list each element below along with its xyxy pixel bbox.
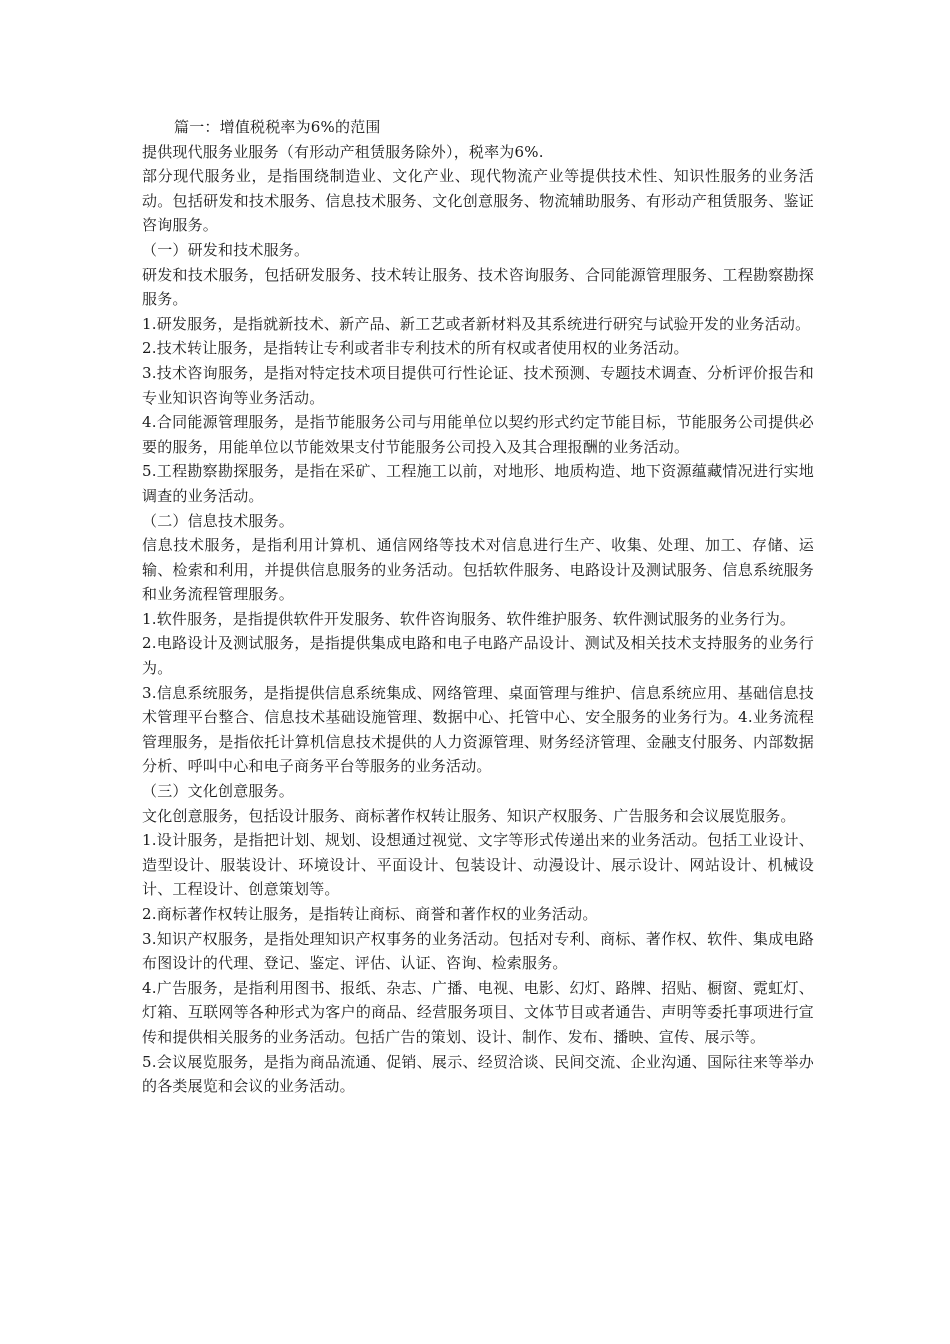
paragraph-tax-rate: 提供现代服务业服务（有形动产租赁服务除外），税率为6%.	[142, 142, 544, 161]
list-item-trademark-transfer: 2.商标著作权转让服务，是指转让商标、商誉和著作权的业务活动。	[142, 905, 598, 923]
section-heading-creative-services: （三）文化创意服务。	[142, 782, 295, 801]
list-item-tech-transfer: 2.技术转让服务，是指转让专利或者非专利技术的所有权或者使用权的业务活动。	[142, 339, 689, 358]
list-item-energy-management: 4.合同能源管理服务，是指节能服务公司与用能单位以契约形式约定节能目标，节能服务公司提供必要的服务，用能单位以节能效果支付节能服务公司投入及其合理报酬的业务活动。	[142, 413, 814, 456]
list-item-advertising: 4.广告服务，是指利用图书、报纸、杂志、广播、电视、电影、幻灯、路牌、招贴、橱窗、霓虹灯、灯箱、互联网等各种形式为客户的商品、经营服务项目、文体节目或者通告、声明等委托事项进行宣传和提供相关服务的业务活动。包括广告的策划、设计、制作、发布、播映、宣传、展示等。	[142, 978, 814, 1046]
section-heading-it-services: （二）信息技术服务。	[142, 511, 295, 530]
paragraph-rd-tech-overview: 研发和技术服务，包括研发服务、技术转让服务、技术咨询服务、合同能源管理服务、工程勘察勘探服务。	[142, 265, 814, 309]
section-heading-rd-tech: （一）研发和技术服务。	[142, 240, 310, 259]
list-item-rd-services: 1.研发服务，是指就新技术、新产品、新工艺或者新材料及其系统进行研究与试验开发的业务活动。	[142, 314, 811, 333]
list-item-design-services: 1.设计服务，是指把计划、规划、设想通过视觉、文字等形式传递出来的业务活动。包括工业设计、造型设计、服装设计、环境设计、平面设计、包装设计、动漫设计、展示设计、网站设计、机械设计、工程设计、创意策划等。	[142, 831, 814, 899]
document-title: 篇一：增值税税率为6%的范围	[174, 118, 381, 136]
paragraph-creative-overview: 文化创意服务，包括设计服务、商标著作权转让服务、知识产权服务、广告服务和会议展览服务。	[142, 806, 796, 825]
list-item-info-systems: 3.信息系统服务，是指提供信息系统集成、网络管理、桌面管理与维护、信息系统应用、基础信息技术管理平台整合、信息技术基础设施管理、数据中心、托管中心、安全服务的业务行为。4.业务流程管理服务，是指依托计算机信息技术提供的人力资源管理、财务经济管理、金融支付服务、内部数据分析、呼叫中心和电子商务平台等服务的业务活动。	[142, 683, 814, 776]
list-item-tech-consulting: 3.技术咨询服务，是指对特定技术项目提供可行性论证、技术预测、专题技术调查、分析评价报告和专业知识咨询等业务活动。	[142, 363, 814, 407]
list-item-circuit-design: 2.电路设计及测试服务，是指提供集成电路和电子电路产品设计、测试及相关技术支持服务的业务行为。	[142, 634, 814, 678]
list-item-software-services: 1.软件服务，是指提供软件开发服务、软件咨询服务、软件维护服务、软件测试服务的业务行为。	[142, 609, 796, 628]
paragraph-it-services-overview: 信息技术服务，是指利用计算机、通信网络等技术对信息进行生产、收集、处理、加工、存储、运输、检索和利用，并提供信息服务的业务活动。包括软件服务、电路设计及测试服务、信息系统服务和业务流程管理服务。	[142, 536, 814, 604]
list-item-engineering-survey: 5.工程勘察勘探服务，是指在采矿、工程施工以前，对地形、地质构造、地下资源蕴藏情况进行实地调查的业务活动。	[142, 462, 814, 505]
list-item-ip-services: 3.知识产权服务，是指处理知识产权事务的业务活动。包括对专利、商标、著作权、软件、集成电路布图设计的代理、登记、鉴定、评估、认证、咨询、检索服务。	[142, 929, 814, 973]
list-item-exhibitions: 5.会议展览服务，是指为商品流通、促销、展示、经贸洽谈、民间交流、企业沟通、国际往来等举办的各类展览和会议的业务活动。	[142, 1052, 814, 1096]
document-page	[142, 115, 814, 1099]
paragraph-modern-services-intro: 部分现代服务业，是指围绕制造业、文化产业、现代物流产业等提供技术性、知识性服务的业务活动。包括研发和技术服务、信息技术服务、文化创意服务、物流辅助服务、有形动产租赁服务、鉴证咨询服务。	[142, 167, 814, 235]
